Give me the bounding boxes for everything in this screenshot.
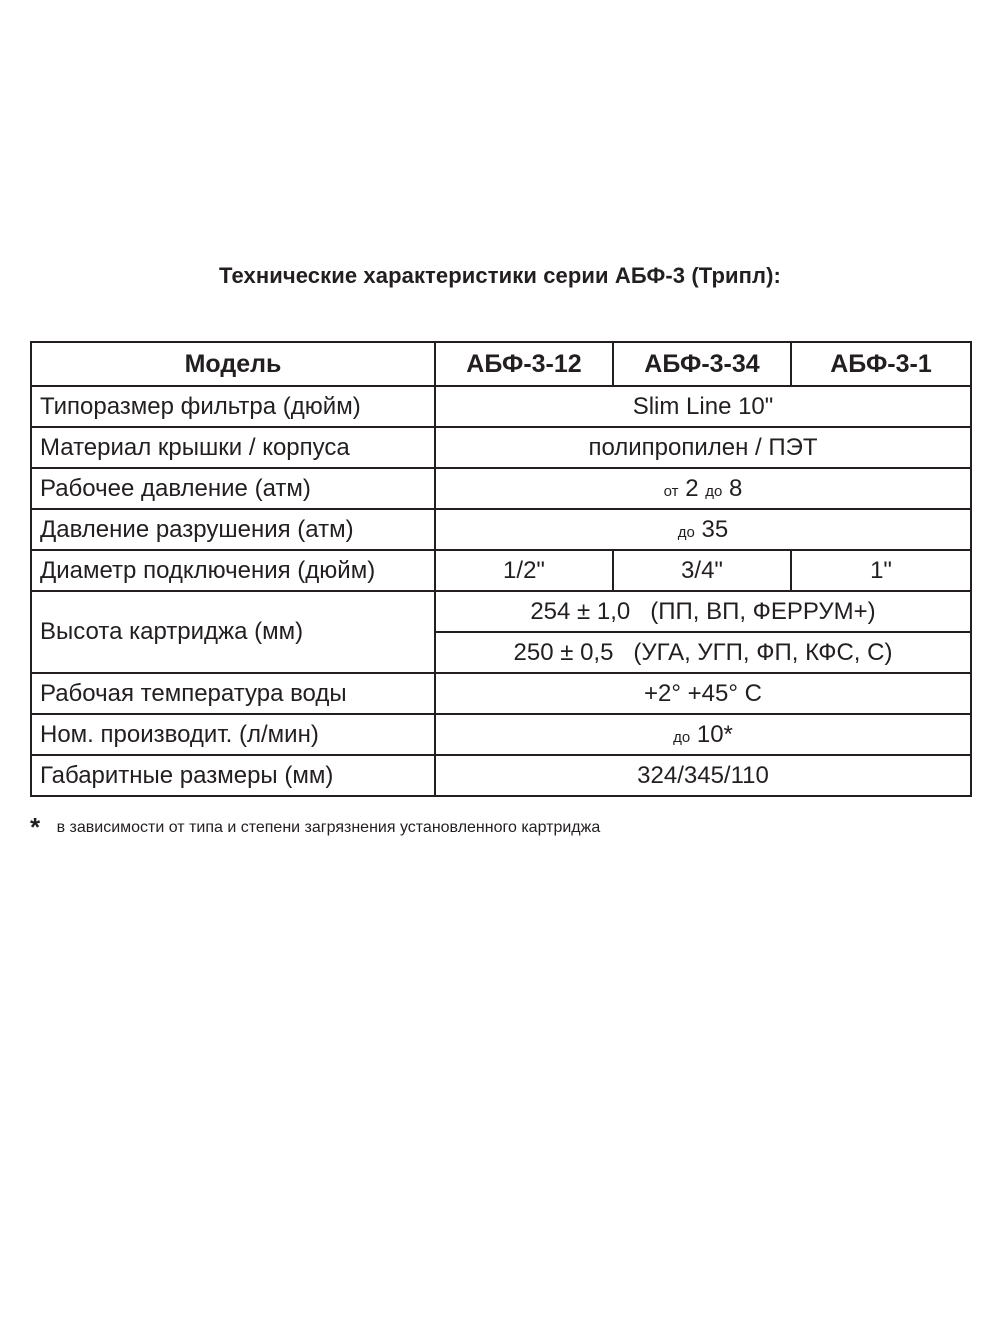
row-label: Рабочее давление (атм): [31, 468, 435, 509]
specs-table: [30, 341, 972, 797]
table-row: [31, 755, 971, 796]
row-label: Типоразмер фильтра (дюйм): [31, 386, 435, 427]
table-row: [31, 591, 971, 632]
header-model-3: АБФ-3-1: [791, 342, 971, 386]
from-word: от: [663, 482, 679, 500]
table-row: [31, 714, 971, 755]
page-title: Технические характеристики серии АБФ-3 (Трипл):: [219, 263, 781, 288]
row-label: Ном. производит. (л/мин): [31, 714, 435, 755]
value-max: 8: [729, 474, 743, 502]
value: 35: [701, 515, 729, 543]
table-header-row: [31, 342, 971, 386]
row-label: Давление разрушения (атм): [31, 509, 435, 550]
row-label: Габаритные размеры (мм): [31, 755, 435, 796]
height-value-2: 250 ± 0,5 (УГА, УГП, ФП, КФС, С): [435, 632, 971, 673]
row-label: Рабочая температура воды: [31, 673, 435, 714]
row-value: +2° +45° С: [435, 673, 971, 714]
table-row: [31, 468, 971, 509]
diameter-model-1: 1/2": [435, 550, 613, 591]
diameter-model-2: 3/4": [613, 550, 791, 591]
row-label: Диаметр подключения (дюйм): [31, 550, 435, 591]
row-value: полипропилен / ПЭТ: [435, 427, 971, 468]
footnote-star: *: [30, 812, 41, 842]
footnote: [30, 812, 600, 843]
header-model: Модель: [31, 342, 435, 386]
to-word: до: [673, 728, 691, 746]
row-value: [435, 468, 971, 509]
table-row: [31, 427, 971, 468]
row-value: [435, 714, 971, 755]
header-model-1: АБФ-3-12: [435, 342, 613, 386]
footnote-text: в зависимости от типа и степени загрязнения установленного картриджа: [56, 819, 601, 836]
header-model-2: АБФ-3-34: [613, 342, 791, 386]
table-row: [31, 509, 971, 550]
row-value: 324/345/110: [435, 755, 971, 796]
row-value: Slim Line 10": [435, 386, 971, 427]
table-row: [31, 673, 971, 714]
table-row: [31, 550, 971, 591]
row-label: Высота картриджа (мм): [31, 591, 435, 673]
table-row: [31, 386, 971, 427]
diameter-model-3: 1": [791, 550, 971, 591]
value: 10*: [696, 720, 733, 748]
row-label: Материал крышки / корпуса: [31, 427, 435, 468]
height-value-1: 254 ± 1,0 (ПП, ВП, ФЕРРУМ+): [435, 591, 971, 632]
to-word: до: [705, 482, 723, 500]
row-value: [435, 509, 971, 550]
value-min: 2: [685, 474, 699, 502]
to-word: до: [677, 523, 695, 541]
